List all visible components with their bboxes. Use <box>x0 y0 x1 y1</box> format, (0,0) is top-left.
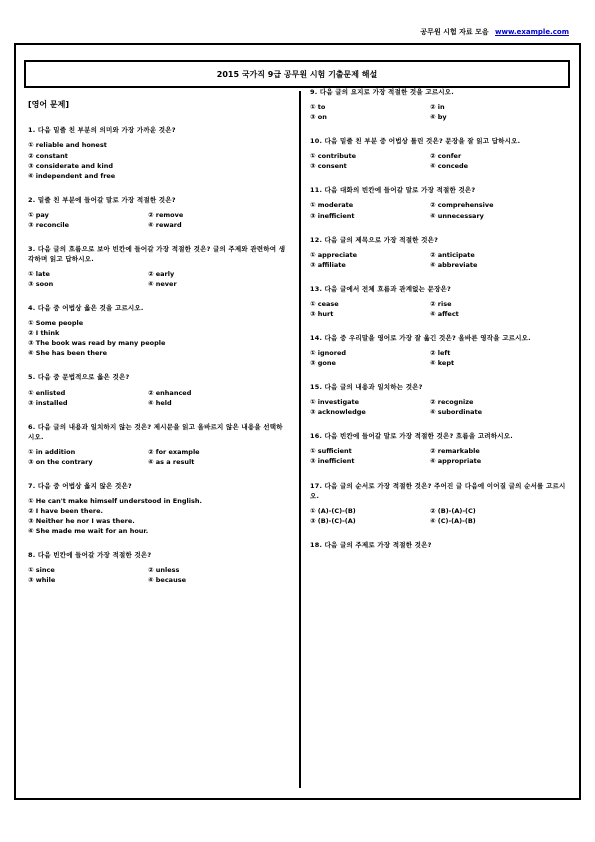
question <box>26 125 288 180</box>
question <box>26 372 288 407</box>
question-text: 5. 다음 중 문법적으로 옳은 것은? <box>28 373 130 382</box>
question <box>308 540 570 550</box>
answer-option: ② constant <box>28 151 68 160</box>
answer-option: ④ subordinate <box>430 408 482 417</box>
answer-option: ① since <box>28 566 55 575</box>
section-heading: [영어 문제] <box>28 100 70 109</box>
question <box>308 87 570 122</box>
header-text: 공무원 시험 자료 모음 <box>420 28 489 36</box>
answer-option: ③ on the contrary <box>28 457 93 466</box>
answer-options <box>308 200 570 220</box>
answer-option: ④ reward <box>148 220 182 229</box>
answer-options <box>308 506 570 526</box>
answer-options <box>308 299 570 319</box>
answer-option: ② unless <box>148 566 180 575</box>
question <box>308 185 570 220</box>
answer-option: ② I have been there. <box>28 507 103 516</box>
question-text: 14. 다음 중 우리말을 영어로 가장 잘 옮긴 것은? 올바른 영작을 고르시오. <box>310 333 531 342</box>
answer-option: ③ soon <box>28 280 54 289</box>
question-text: 4. 다음 중 어법상 옳은 것을 고르시오. <box>28 304 144 313</box>
right-column <box>308 87 570 564</box>
answer-option: ④ She made me wait for an hour. <box>28 527 149 536</box>
answer-option: ① moderate <box>310 201 354 210</box>
answer-option: ② early <box>148 270 175 279</box>
answer-option: ③ consent <box>310 162 347 171</box>
answer-options <box>308 102 570 122</box>
answer-options <box>308 250 570 270</box>
question-text: 2. 밑줄 친 부분에 들어갈 말로 가장 적절한 것은? <box>28 195 176 204</box>
answer-options <box>26 447 288 467</box>
question-text: 18. 다음 글의 주제로 가장 적절한 것은? <box>310 540 432 549</box>
answer-option: ② comprehensive <box>430 201 494 210</box>
answer-option: ③ reconcile <box>28 220 70 229</box>
answer-option: ④ abbreviate <box>430 260 478 269</box>
question <box>308 431 570 466</box>
answer-option: ③ Neither he nor I was there. <box>28 517 135 526</box>
answer-option: ④ appropriate <box>430 457 482 466</box>
answer-option: ④ as a result <box>148 457 195 466</box>
answer-option: ④ never <box>148 280 177 289</box>
answer-option: ③ gone <box>310 359 336 368</box>
answer-options <box>26 269 288 289</box>
exam-frame <box>14 43 581 800</box>
answer-option: ③ while <box>28 576 56 585</box>
answer-option: ③ installed <box>28 398 68 407</box>
answer-options <box>308 151 570 171</box>
answer-option: ② recognize <box>430 398 474 407</box>
question <box>308 284 570 319</box>
question <box>26 481 288 536</box>
answer-option: ① appreciate <box>310 250 358 259</box>
answer-options <box>26 210 288 230</box>
answer-option: ② rise <box>430 299 452 308</box>
answer-options <box>26 388 288 408</box>
answer-option: ② remove <box>148 210 184 219</box>
question-text: 15. 다음 글의 내용과 일치하는 것은? <box>310 383 423 392</box>
question-text: 6. 다음 글의 내용과 일치하지 않는 것은? 제시문을 읽고 올바르지 않은 내용을 선택하시오. <box>28 422 283 441</box>
answer-option: ③ hurt <box>310 309 334 318</box>
question <box>26 244 288 289</box>
question-text: 9. 다음 글의 요지로 가장 적절한 것을 고르시오. <box>310 88 454 96</box>
answer-option: ④ (C)-(A)-(B) <box>430 516 476 525</box>
answer-option: ① He can't make himself understood in English. <box>28 496 202 505</box>
answer-option: ④ affect <box>430 309 459 318</box>
question <box>26 303 288 358</box>
answer-options <box>308 446 570 466</box>
answer-option: ④ unnecessary <box>430 211 484 220</box>
answer-option: ① in addition <box>28 447 76 456</box>
answer-option: ④ independent and free <box>28 171 116 180</box>
question-text: 11. 다음 대화의 빈칸에 들어갈 말로 가장 적절한 것은? <box>310 186 476 195</box>
answer-option: ③ inefficient <box>310 457 355 466</box>
answer-option: ② enhanced <box>148 388 192 397</box>
question-text: 13. 다음 글에서 전체 흐름과 관계없는 문장은? <box>310 284 452 293</box>
answer-option: ① investigate <box>310 398 360 407</box>
question <box>26 550 288 585</box>
answer-option: ① sufficient <box>310 447 352 456</box>
answer-option: ③ The book was read by many people <box>28 339 166 348</box>
answer-option: ④ by <box>430 113 447 122</box>
question-text: 16. 다음 빈칸에 들어갈 말로 가장 적절한 것은? 흐름을 고려하시오. <box>310 432 513 441</box>
header-link[interactable]: www.example.com <box>495 28 569 36</box>
answer-option: ② in <box>430 103 445 112</box>
answer-option: ② remarkable <box>430 447 480 456</box>
answer-option: ① pay <box>28 210 49 219</box>
answer-option: ② (B)-(A)-(C) <box>430 506 476 515</box>
question <box>26 422 288 467</box>
question-text: 12. 다음 글의 제목으로 가장 적절한 것은? <box>310 235 439 244</box>
answer-option: ① Some people <box>28 319 84 328</box>
question-text: 3. 다음 글의 흐름으로 보아 빈칸에 들어갈 가장 적절한 것은? 글의 주제와 관련하여 생각하며 읽고 답하시오. <box>28 244 286 263</box>
answer-options <box>26 565 288 585</box>
answer-option: ① (A)-(C)-(B) <box>310 506 356 515</box>
answer-option: ② confer <box>430 152 462 161</box>
question-text: 8. 다음 빈칸에 들어갈 가장 적절한 것은? <box>28 551 152 560</box>
answer-option: ④ because <box>148 576 186 585</box>
answer-option: ① ignored <box>310 349 347 357</box>
question-text: 1. 다음 밑줄 친 부분의 의미와 가장 가까운 것은? <box>28 126 176 135</box>
answer-option: ① enlisted <box>28 388 66 397</box>
answer-options <box>26 496 288 536</box>
question <box>308 136 570 171</box>
question-text: 17. 다음 글의 순서로 가장 적절한 것은? 주어진 글 다음에 이어질 글의 순서를 고르시오. <box>310 481 566 500</box>
answer-option: ② left <box>430 349 451 357</box>
answer-option: ③ inefficient <box>310 211 355 220</box>
question <box>308 333 570 368</box>
exam-title: 2015 국가직 9급 공무원 시험 기출문제 해설 <box>24 60 570 88</box>
answer-option: ③ considerate and kind <box>28 161 114 170</box>
answer-options <box>26 140 288 180</box>
question <box>26 195 288 230</box>
column-divider <box>299 91 301 788</box>
answer-option: ① reliable and honest <box>28 141 107 150</box>
answer-options <box>308 348 570 368</box>
answer-option: ② anticipate <box>430 250 475 259</box>
answer-option: ③ affiliate <box>310 260 346 269</box>
answer-options <box>308 397 570 417</box>
answer-option: ④ concede <box>430 162 469 171</box>
page-header <box>420 27 569 37</box>
question-text: 7. 다음 중 어법상 옳지 않은 것은? <box>28 481 132 490</box>
left-column <box>26 95 288 599</box>
answer-option: ① late <box>28 270 50 279</box>
answer-option: ① to <box>310 103 326 112</box>
question-text: 10. 다음 밑줄 친 부분 중 어법상 틀린 것은? 문장을 잘 읽고 답하시오. <box>310 137 521 146</box>
answer-options <box>26 318 288 358</box>
question <box>308 235 570 270</box>
question <box>308 481 570 526</box>
answer-option: ③ (B)-(C)-(A) <box>310 516 356 525</box>
answer-option: ④ kept <box>430 359 455 368</box>
answer-option: ② for example <box>148 447 200 456</box>
answer-option: ③ on <box>310 113 327 122</box>
answer-option: ① contribute <box>310 152 357 161</box>
answer-option: ③ acknowledge <box>310 408 366 417</box>
answer-option: ① cease <box>310 299 339 308</box>
answer-option: ② I think <box>28 329 60 338</box>
answer-option: ④ held <box>148 398 172 407</box>
answer-option: ④ She has been there <box>28 349 108 358</box>
question <box>308 382 570 417</box>
